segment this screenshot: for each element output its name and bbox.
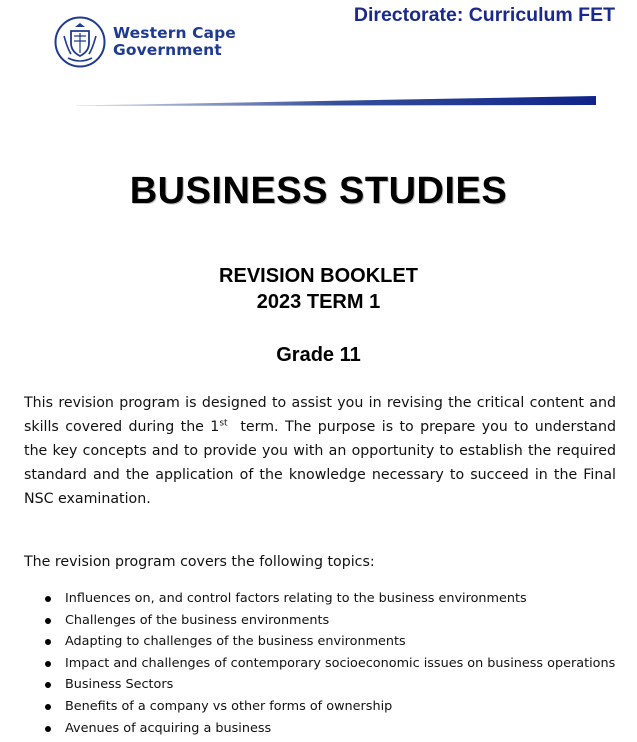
bullet-icon [45, 639, 51, 645]
topic-text: Avenues of acquiring a business [65, 720, 272, 736]
list-item [45, 696, 615, 718]
topic-list [45, 588, 615, 739]
list-item [45, 631, 615, 653]
list-item [45, 674, 615, 696]
topic-text: Impact and challenges of contemporary socioeconomic issues on business operations [65, 655, 616, 671]
topic-text: Benefits of a company vs other forms of ownership [65, 698, 393, 714]
intro-part1: This revision program is designed to assist you in revising the critical content and skills covered during the 1 [24, 395, 616, 435]
bullet-icon [45, 596, 51, 602]
topic-text: Influences on, and control factors relating to the business environments [65, 591, 527, 606]
bullet-icon [45, 682, 51, 688]
list-item [45, 653, 615, 675]
list-item [45, 588, 615, 610]
bullet-icon [45, 618, 51, 624]
bullet-icon [45, 726, 51, 732]
org-name-line2: Government [113, 41, 222, 59]
bullet-icon [45, 661, 51, 667]
directorate-heading: Directorate: Curriculum FET [353, 4, 615, 26]
western-cape-coat-of-arms-logo [54, 16, 106, 68]
list-item [45, 718, 615, 740]
topic-text: Challenges of the business environments [65, 612, 330, 628]
topic-text: Adapting to challenges of the business environments [65, 634, 406, 650]
org-name-line1: Western Cape [113, 24, 236, 42]
topic-text: Business Sectors [65, 677, 174, 693]
bullet-icon [45, 704, 51, 710]
topics-intro: The revision program covers the following topics: [24, 554, 375, 570]
header-rule [76, 93, 596, 107]
org-name [113, 25, 236, 59]
subtitle-booklet: REVISION BOOKLET [219, 265, 418, 287]
intro-part2: term. The purpose is to prepare you to understand the key concepts and to provide you with an opportunity to establish the required standard and the application of the knowledge necessary to succeed in the Final NSC examination. [24, 419, 621, 507]
grade-heading: Grade 11 [276, 344, 361, 366]
page-title: BUSINESS STUDIES [129, 170, 508, 212]
intro-paragraph [24, 391, 621, 511]
subtitle-term: 2023 TERM 1 [256, 291, 381, 313]
list-item [45, 610, 615, 632]
intro-superscript: st [219, 418, 228, 429]
